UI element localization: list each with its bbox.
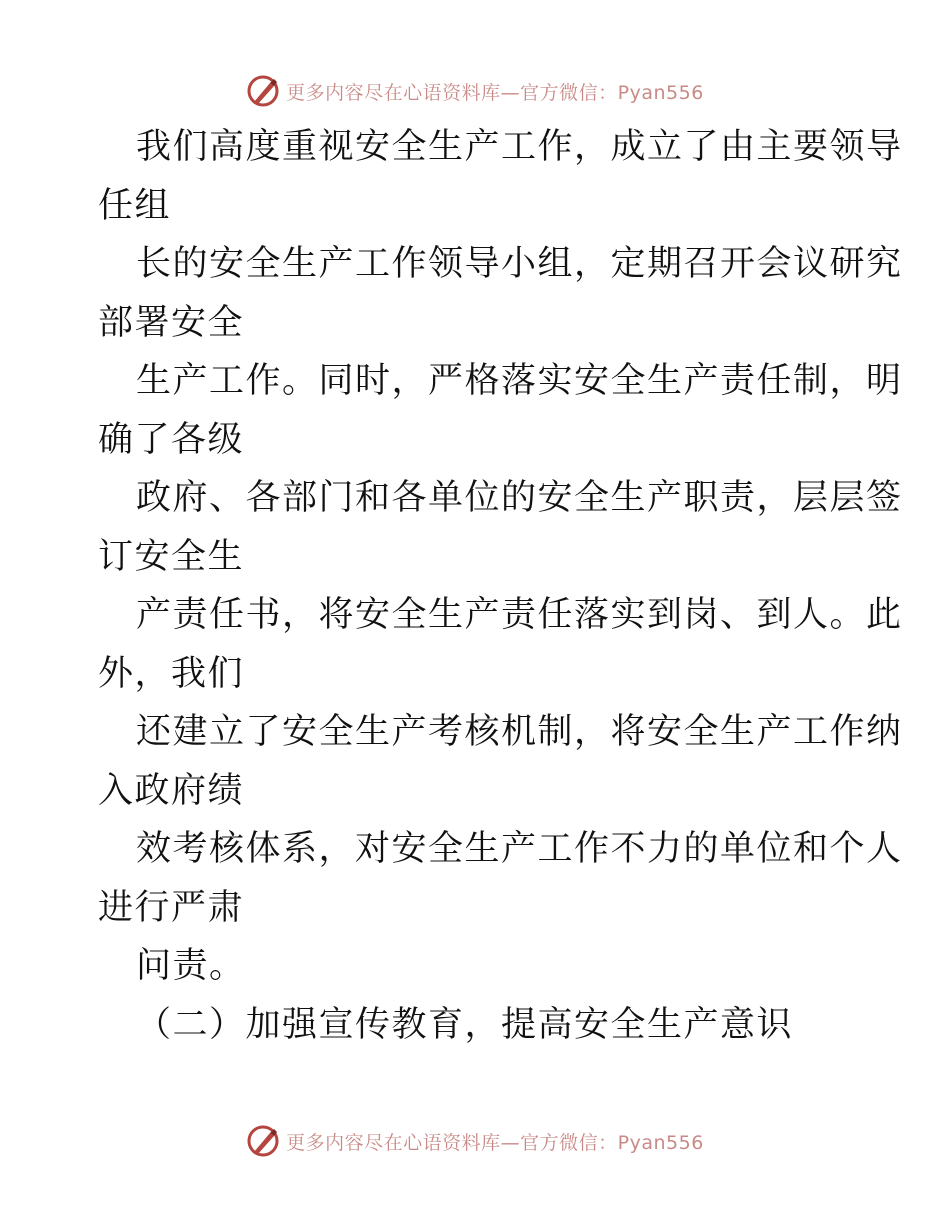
pen-logo-icon [246,74,280,108]
body-line: 产责任书，将安全生产责任落实到岗、到人。此 [136,595,903,635]
body-line: 部署安全 [98,302,245,343]
body-line: 进行严肃 [98,887,245,928]
body-line: 还建立了安全生产考核机制，将安全生产工作纳 [136,712,903,752]
body-line: 外，我们 [98,653,245,694]
footer-watermark [0,1124,950,1158]
header-watermark [0,74,950,108]
body-line: 入政府绩 [98,770,245,811]
watermark-text: 更多内容尽在心语资料库—官方微信：Pyan556 [286,81,704,104]
body-line: 效考核体系，对安全生产工作不力的单位和个人 [136,829,903,869]
watermark-text: 更多内容尽在心语资料库—官方微信：Pyan556 [286,1131,704,1154]
body-line: 政府、各部门和各单位的安全生产职责，层层签 [136,478,903,518]
body-line: 问责。 [136,946,246,986]
body-line: 长的安全生产工作领导小组，定期召开会议研究 [136,244,903,284]
body-line: （二）加强宣传教育，提高安全生产意识 [136,1004,794,1045]
body-line: 确了各级 [98,419,245,460]
document-body [98,118,903,1054]
body-line: 任组 [98,185,172,226]
body-line: 生产工作。同时，严格落实安全生产责任制，明 [136,361,903,401]
body-line: 我们高度重视安全生产工作，成立了由主要领导 [136,127,903,167]
pen-logo-icon [246,1124,280,1158]
body-line: 订安全生 [98,536,245,577]
